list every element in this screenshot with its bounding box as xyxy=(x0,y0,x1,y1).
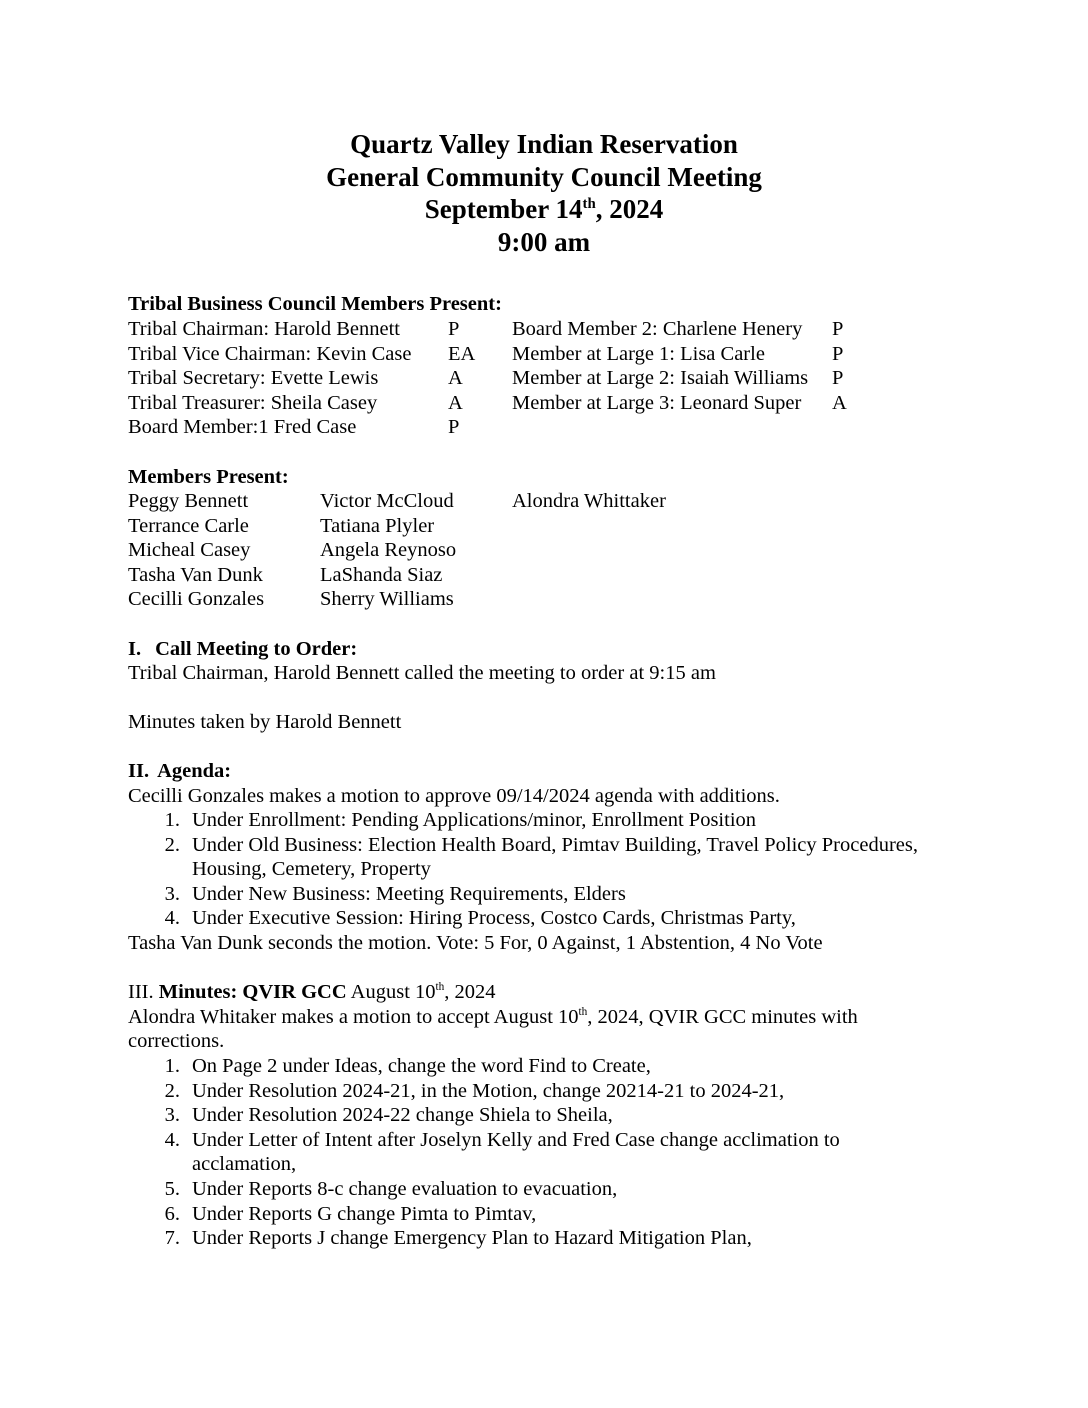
attendance-status: P xyxy=(832,318,844,340)
list-item: 1. Under Enrollment: Pending Applications/minor, Enrollment Position xyxy=(164,809,757,831)
list-item: 2. Under Resolution 2024-21, in the Motion, change 20214-21 to 2024-21, xyxy=(164,1079,785,1102)
document-title xyxy=(0,128,1088,258)
member-name: Alondra Whittaker xyxy=(512,490,666,512)
list-item: 7. Under Reports J change Emergency Plan to Hazard Mitigation Plan, xyxy=(164,1227,752,1250)
member-name: LaShanda Siaz xyxy=(320,564,443,586)
council-member-row: Tribal Vice Chairman: Kevin Case xyxy=(128,343,412,365)
section1-heading: I. Call Meeting to Order: xyxy=(128,638,358,660)
members-heading: Members Present: xyxy=(128,466,289,488)
title-time: 9:00 am xyxy=(497,226,591,257)
title-meeting: General Community Council Meeting xyxy=(326,161,762,192)
council-member-row: Board Member:1 Fred Case xyxy=(128,416,357,438)
call-to-order-text: Tribal Chairman, Harold Bennett called the meeting to order at 9:15 am xyxy=(128,662,716,684)
attendance-status: P xyxy=(448,416,460,438)
list-item: 3. Under Resolution 2024-22 change Shiela to Sheila, xyxy=(164,1104,613,1127)
list-item: 4. Under Letter of Intent after Joselyn Kelly and Fred Case change acclimation to acclamation, xyxy=(164,1128,840,1176)
agenda-additions-list xyxy=(128,808,968,931)
attendance-status: P xyxy=(832,367,844,389)
council-member-row: Tribal Treasurer: Sheila Casey xyxy=(128,392,378,414)
section3-heading: III. Minutes: QVIR GCC August 10th, 2024 xyxy=(128,981,496,1003)
council-member-row: Member at Large 3: Leonard Super xyxy=(512,392,802,414)
member-name: Terrance Carle xyxy=(128,515,249,537)
member-name: Cecilli Gonzales xyxy=(128,588,265,610)
member-name: Micheal Casey xyxy=(128,539,251,561)
attendance-status: A xyxy=(832,392,847,414)
title-date: September 14th, 2024 xyxy=(424,194,664,224)
attendance-status: A xyxy=(448,367,463,389)
member-name: Victor McCloud xyxy=(320,490,454,512)
minutes-corrections-list xyxy=(128,1054,968,1251)
minutes-motion-line2: corrections. xyxy=(128,1030,225,1052)
list-item: 2. Under Old Business: Election Health Board, Pimtav Building, Travel Policy Procedures, Housing, Cemetery, Property xyxy=(164,833,918,881)
council-member-row: Board Member 2: Charlene Henery xyxy=(512,318,803,340)
member-name: Peggy Bennett xyxy=(128,490,249,512)
list-item: 4. Under Executive Session: Hiring Process, Costco Cards, Christmas Party, xyxy=(164,907,796,930)
attendance-status: P xyxy=(448,318,460,340)
attendance-status: P xyxy=(832,343,844,365)
list-item: 5. Under Reports 8-c change evaluation to evacuation, xyxy=(164,1177,618,1200)
attendance-status: A xyxy=(448,392,463,414)
title-organization: Quartz Valley Indian Reservation xyxy=(350,129,738,159)
list-item: 3. Under New Business: Meeting Requirements, Elders xyxy=(164,882,626,905)
minutes-taken-by: Minutes taken by Harold Bennett xyxy=(128,711,402,733)
section2-heading: II. Agenda: xyxy=(128,760,232,782)
council-member-row: Member at Large 2: Isaiah Williams xyxy=(512,367,809,389)
member-name: Sherry Williams xyxy=(320,588,454,610)
council-member-row: Member at Large 1: Lisa Carle xyxy=(512,343,765,365)
agenda-second-vote: Tasha Van Dunk seconds the motion. Vote: 5 For, 0 Against, 1 Abstention, 4 No Vote xyxy=(128,932,823,954)
council-member-row: Tribal Chairman: Harold Bennett xyxy=(128,318,400,340)
member-name: Tasha Van Dunk xyxy=(128,564,263,586)
minutes-motion: Alondra Whitaker makes a motion to accept August 10th, 2024, QVIR GCC minutes with xyxy=(128,1006,858,1028)
attendance-status: EA xyxy=(448,343,476,365)
council-heading: Tribal Business Council Members Present: xyxy=(128,293,502,315)
member-name: Angela Reynoso xyxy=(320,539,457,561)
council-member-row: Tribal Secretary: Evette Lewis xyxy=(128,367,379,389)
list-item: 6. Under Reports G change Pimta to Pimtav, xyxy=(164,1202,537,1225)
member-name: Tatiana Plyler xyxy=(320,515,435,537)
list-item: 1. On Page 2 under Ideas, change the word Find to Create, xyxy=(164,1055,651,1077)
agenda-motion: Cecilli Gonzales makes a motion to approve 09/14/2024 agenda with additions. xyxy=(128,785,780,807)
